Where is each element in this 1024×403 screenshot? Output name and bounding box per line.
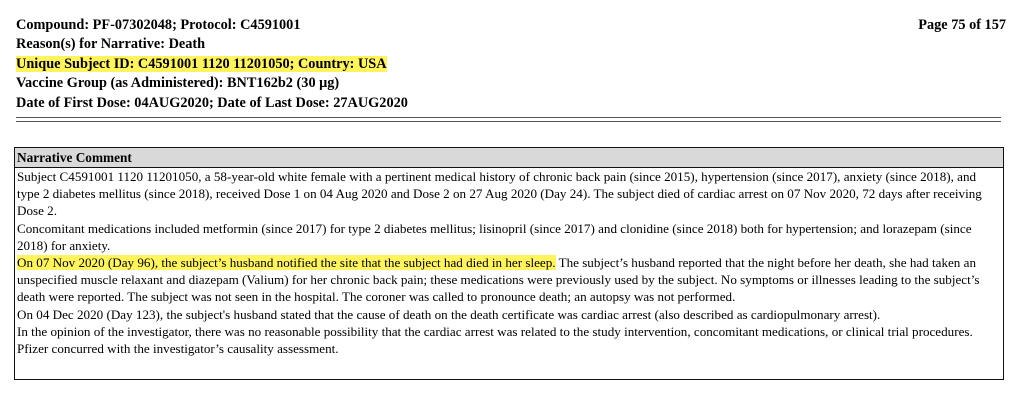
narrative-box <box>14 147 1004 380</box>
narrative-body <box>15 168 1003 357</box>
narrative-paragraph-death-report <box>17 254 1000 306</box>
subject-id-highlight: Unique Subject ID: C4591001 1120 11201050; Country: USA <box>16 55 387 72</box>
death-report-details: The subject’s husband reported that the night before her death, she had taken an unspecified muscle relaxant and diazepam (Valium) for her chronic back pain; these medications were previously used by the subject. No symptoms or illnesses leading to the subject’s death were reported. The subject was not seen in the hospital. The coroner was called to pronounce death; an autopsy was not performed. <box>17 255 980 305</box>
vaccine-group-line: Vaccine Group (as Administered): BNT162b2 (30 μg) <box>16 75 340 92</box>
document-header <box>16 16 1006 113</box>
narrative-title: Narrative Comment <box>15 148 1003 168</box>
death-report-highlight: On 07 Nov 2020 (Day 96), the subject’s husband notified the site that the subject had died in her sleep. <box>17 255 556 271</box>
page-number: Page 75 of 157 <box>918 17 1006 33</box>
reason-line: Reason(s) for Narrative: Death <box>16 36 206 53</box>
narrative-paragraph-death-certificate: On 04 Dec 2020 (Day 123), the subject's husband stated that the cause of death on the death certificate was cardiac arrest (also described as cardiopulmonary arrest). <box>17 306 881 322</box>
compound-protocol-line: Compound: PF-07302048; Protocol: C4591001 <box>16 17 301 33</box>
dose-dates-line: Date of First Dose: 04AUG2020; Date of Last Dose: 27AUG2020 <box>16 94 408 111</box>
narrative-paragraph-causality: In the opinion of the investigator, there was no reasonable possibility that the cardiac arrest was related to the study intervention, concomitant medications, or clinical trial procedures. Pfizer concurred with the investigator’s causality assessment. <box>17 323 973 357</box>
separator-rule-top <box>16 117 1001 118</box>
narrative-paragraph-history: Subject C4591001 1120 11201050, a 58-year-old white female with a pertinent medical history of chronic back pain (since 2015), hypertension (since 2017), anxiety (since 2018), and type 2 diabetes mellitus (since 2018), received Dose 1 on 04 Aug 2020 and Dose 2 on 27 Aug 2020 (Day 24). The subject died of cardiac arrest on 07 Nov 2020, 72 days after receiving Dose 2. <box>17 169 982 219</box>
separator-rule-bottom <box>16 121 1001 122</box>
narrative-paragraph-medications: Concomitant medications included metformin (since 2017) for type 2 diabetes mellitus; lisinopril (since 2017) and clonidine (since 2018) both for hypertension; and lorazepam (since 2018) for anxiety. <box>17 220 972 253</box>
subject-id-line <box>16 55 1006 74</box>
